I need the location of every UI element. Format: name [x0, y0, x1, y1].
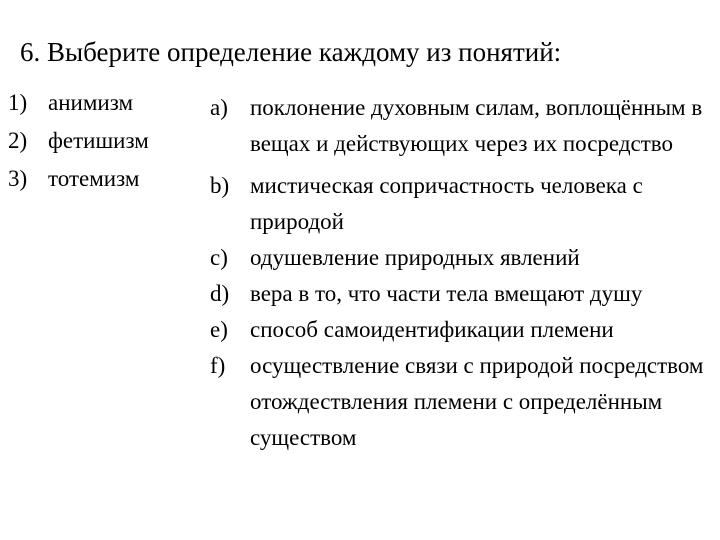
- definition-marker: f): [210, 353, 226, 378]
- definition-item-e: [210, 312, 710, 348]
- definition-item-d: [210, 276, 710, 312]
- definition-marker: e): [210, 317, 228, 342]
- term-marker: 1): [8, 90, 28, 115]
- definition-text: вера в то, что части тела вмещают душу: [250, 281, 643, 306]
- page-title: 6. Выберите определение каждому из понятий:: [20, 37, 562, 67]
- definition-marker: c): [210, 245, 228, 270]
- definition-marker: a): [210, 95, 228, 120]
- definition-marker: d): [210, 281, 230, 306]
- term-item-animism: [8, 88, 208, 126]
- term-item-fetishism: [8, 126, 208, 164]
- definition-text: способ самоидентификации племени: [250, 317, 614, 342]
- term-marker: 3): [8, 166, 28, 191]
- definition-item-f: [210, 348, 710, 456]
- definition-text: осуществление связи с природой посредством отождествления племени с определённым существом: [250, 353, 704, 450]
- definition-marker: b): [210, 173, 230, 198]
- term-text: анимизм: [48, 90, 134, 115]
- definition-item-b: [210, 168, 710, 240]
- term-marker: 2): [8, 128, 28, 153]
- definition-item-c: [210, 240, 710, 276]
- definition-text: одушевление природных явлений: [250, 245, 580, 270]
- definition-text: поклонение духовным силам, воплощённым в вещах и действующих через их посредство: [250, 95, 703, 156]
- term-text: фетишизм: [48, 128, 149, 153]
- term-item-totemism: [8, 164, 208, 202]
- terms-list: [8, 88, 208, 202]
- definition-item-a: [210, 90, 710, 162]
- term-text: тотемизм: [48, 166, 140, 191]
- definition-text: мистическая сопричастность человека с природой: [250, 173, 643, 234]
- definitions-list: [210, 90, 710, 456]
